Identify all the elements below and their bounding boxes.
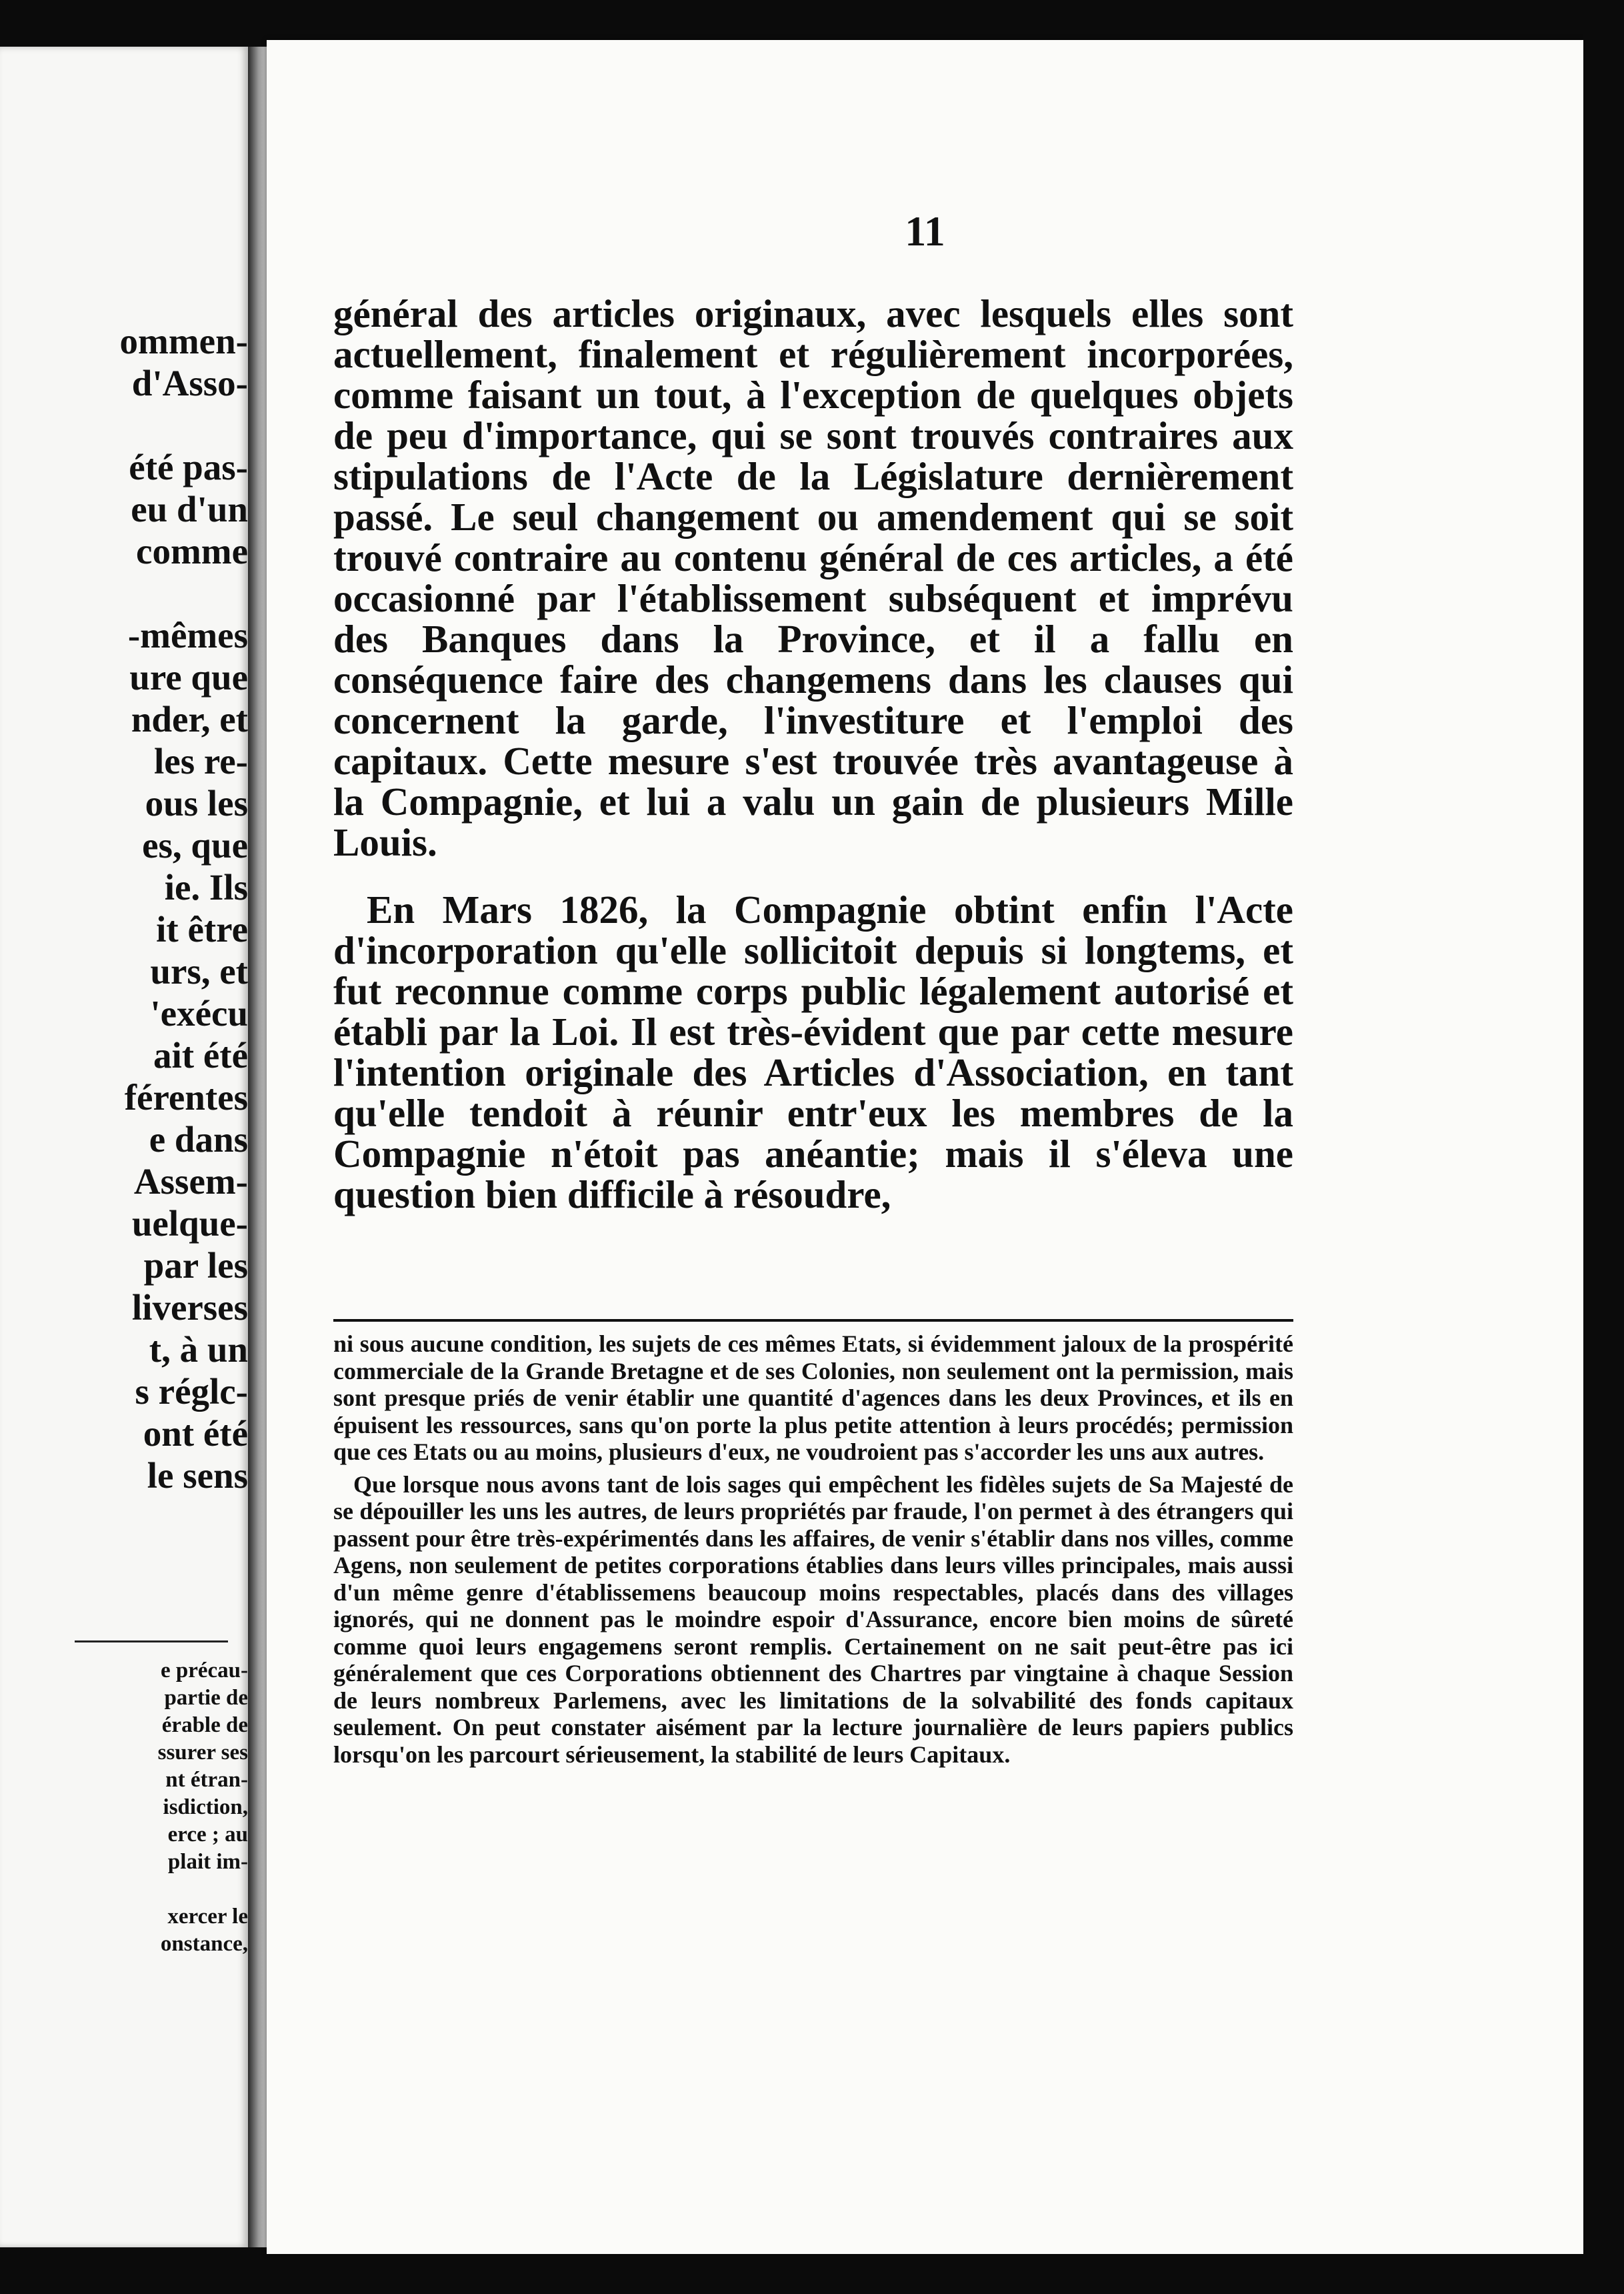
previous-page-text-line: s réglc-: [135, 1371, 248, 1412]
previous-page-text-line: ie. Ils: [164, 867, 248, 908]
previous-page-body: [0, 320, 248, 1496]
paragraph-1: général des articles originaux, avec lesquels elles sont actuellement, finalement et régulièrement incorporées, comme faisant un tout, à l'exception de quelques objets de peu d'importance, qui se sont trouvés contraires aux stipulations de l'Acte de la Législature dernièrement passé. Le seul changement ou amendement qui se soit trouvé contraire au contenu général de ces articles, a été occasionné par l'établissement subséquent et imprévu des Banques dans la Province, et il a fallu en conséquence faire des changemens dans les clauses qui concernent la garde, l'investiture et l'emploi des capitaux. Cette mesure s'est trouvée très avantageuse à la Compagnie, et lui a valu un gain de plusieurs Mille Louis.: [333, 291, 1293, 864]
previous-page-text-line: ait été: [153, 1035, 248, 1076]
previous-page-note-gap: [0, 1876, 248, 1903]
previous-page-text-gap: [0, 572, 248, 614]
previous-page-text-line: d'Asso-: [131, 363, 248, 403]
previous-page: [0, 47, 248, 2247]
previous-page-text-line: eu d'un: [131, 489, 248, 529]
previous-page-note-line: e précau-: [160, 1658, 248, 1682]
previous-page-note-line: partie de: [164, 1686, 248, 1710]
previous-page-text-line: 'exécu: [150, 993, 248, 1034]
previous-page-note-line: onstance,: [160, 1932, 248, 1956]
previous-page-text-line: es, que: [142, 825, 248, 866]
previous-page-note-line: ssurer ses: [157, 1741, 248, 1765]
page-number: 11: [905, 207, 945, 255]
previous-page-text-line: t, à un: [149, 1329, 248, 1370]
previous-page-text-line: -mêmes: [127, 615, 248, 656]
paragraph-2: En Mars 1826, la Compagnie obtint enfin l'Acte d'incorporation qu'elle sollicitoit depuis si longtems, et fut reconnue comme corps public légalement autorisé et établi par la Loi. Il est très-évident que par cette mesure l'intention originale des Articles d'Association, en tant qu'elle tendoit à réunir entr'eux les membres de la Compagnie n'étoit pas anéantie; mais il s'éleva une question bien difficile à résoudre,: [333, 888, 1293, 1216]
footnotes: [333, 1330, 1293, 1768]
previous-page-text-line: férentes: [124, 1077, 248, 1118]
previous-page-text-line: par les: [143, 1245, 248, 1286]
previous-page-text-line: Assem-: [133, 1161, 248, 1202]
main-text: [333, 293, 1293, 1215]
previous-page-text-line: comme: [136, 531, 248, 571]
previous-page-text-line: liverses: [131, 1287, 248, 1328]
previous-page-text-line: ont été: [143, 1413, 248, 1454]
footnote-rule: [333, 1319, 1293, 1322]
footnote-paragraph-1: ni sous aucune condition, les sujets de ces mêmes Etats, si évidemment jaloux de la prospérité commerciale de la Grande Bretagne et de ses Colonies, non seulement ont la permission, mais sont presque priés de venir établir une quantité d'agences dans les deux Provinces, et ils en épuisent les ressources, sans qu'on porte la plus petite attention à leurs procédés; permission que ces Etats ou au moins, plusieurs d'eux, ne voudroient pas s'accorder les uns aux autres.: [333, 1330, 1293, 1465]
previous-page-text-line: e dans: [149, 1119, 248, 1160]
previous-page-text-line: ure que: [129, 657, 248, 698]
previous-page-text-line: les re-: [154, 741, 248, 782]
previous-page-text-line: été pas-: [129, 447, 248, 487]
previous-page-note-line: isdiction,: [163, 1795, 248, 1819]
previous-page-text-line: nder, et: [131, 699, 248, 740]
previous-page-footnote-rule: [75, 1640, 228, 1642]
previous-page-text-line: le sens: [147, 1455, 248, 1496]
scan-border: [1583, 0, 1624, 2294]
previous-page-text-line: urs, et: [150, 951, 248, 992]
previous-page-note-line: erce ; au: [167, 1823, 248, 1847]
previous-page-text-line: ommen-: [119, 321, 248, 361]
previous-page-footnotes: [0, 1657, 248, 1958]
previous-page-note-line: plait im-: [167, 1850, 248, 1874]
previous-page-note-line: nt étran-: [165, 1768, 248, 1792]
previous-page-text-line: uelque-: [131, 1203, 248, 1244]
previous-page-text-line: it être: [156, 909, 248, 950]
previous-page-text-line: ous les: [145, 783, 248, 824]
previous-page-note-line: érable de: [161, 1713, 248, 1737]
current-page: [267, 40, 1583, 2254]
previous-page-text-gap: [0, 404, 248, 446]
previous-page-note-line: xercer le: [167, 1905, 248, 1929]
footnote-paragraph-2: Que lorsque nous avons tant de lois sages qui empêchent les fidèles sujets de Sa Majesté de se dépouiller les uns les autres, de leurs propriétés par fraude, l'on permet à des étrangers qui passent pour être très-expérimentés dans les affaires, de venir s'établir dans nos villes, comme Agens, non seulement de petites corporations établies dans leurs villes principales, mais aussi d'un même genre d'établissemens beaucoup moins respectables, placés dans des villages ignorés, qui ne donnent pas le moindre espoir d'Assurance, encore bien moins de sûreté comme quoi leurs engagemens seront remplis. Certainement on ne sait peut-être pas ici généralement que ces Corporations obtiennent des Chartres par vingtaine à chaque Session de leurs nombreux Parlemens, avec les limitations de la solvabilité des fonds capitaux seulement. On peut constater aisément par la lecture journalière de leurs papiers publics lorsqu'on les parcourt sérieusement, la stabilité de leurs Capitaux.: [333, 1470, 1293, 1768]
